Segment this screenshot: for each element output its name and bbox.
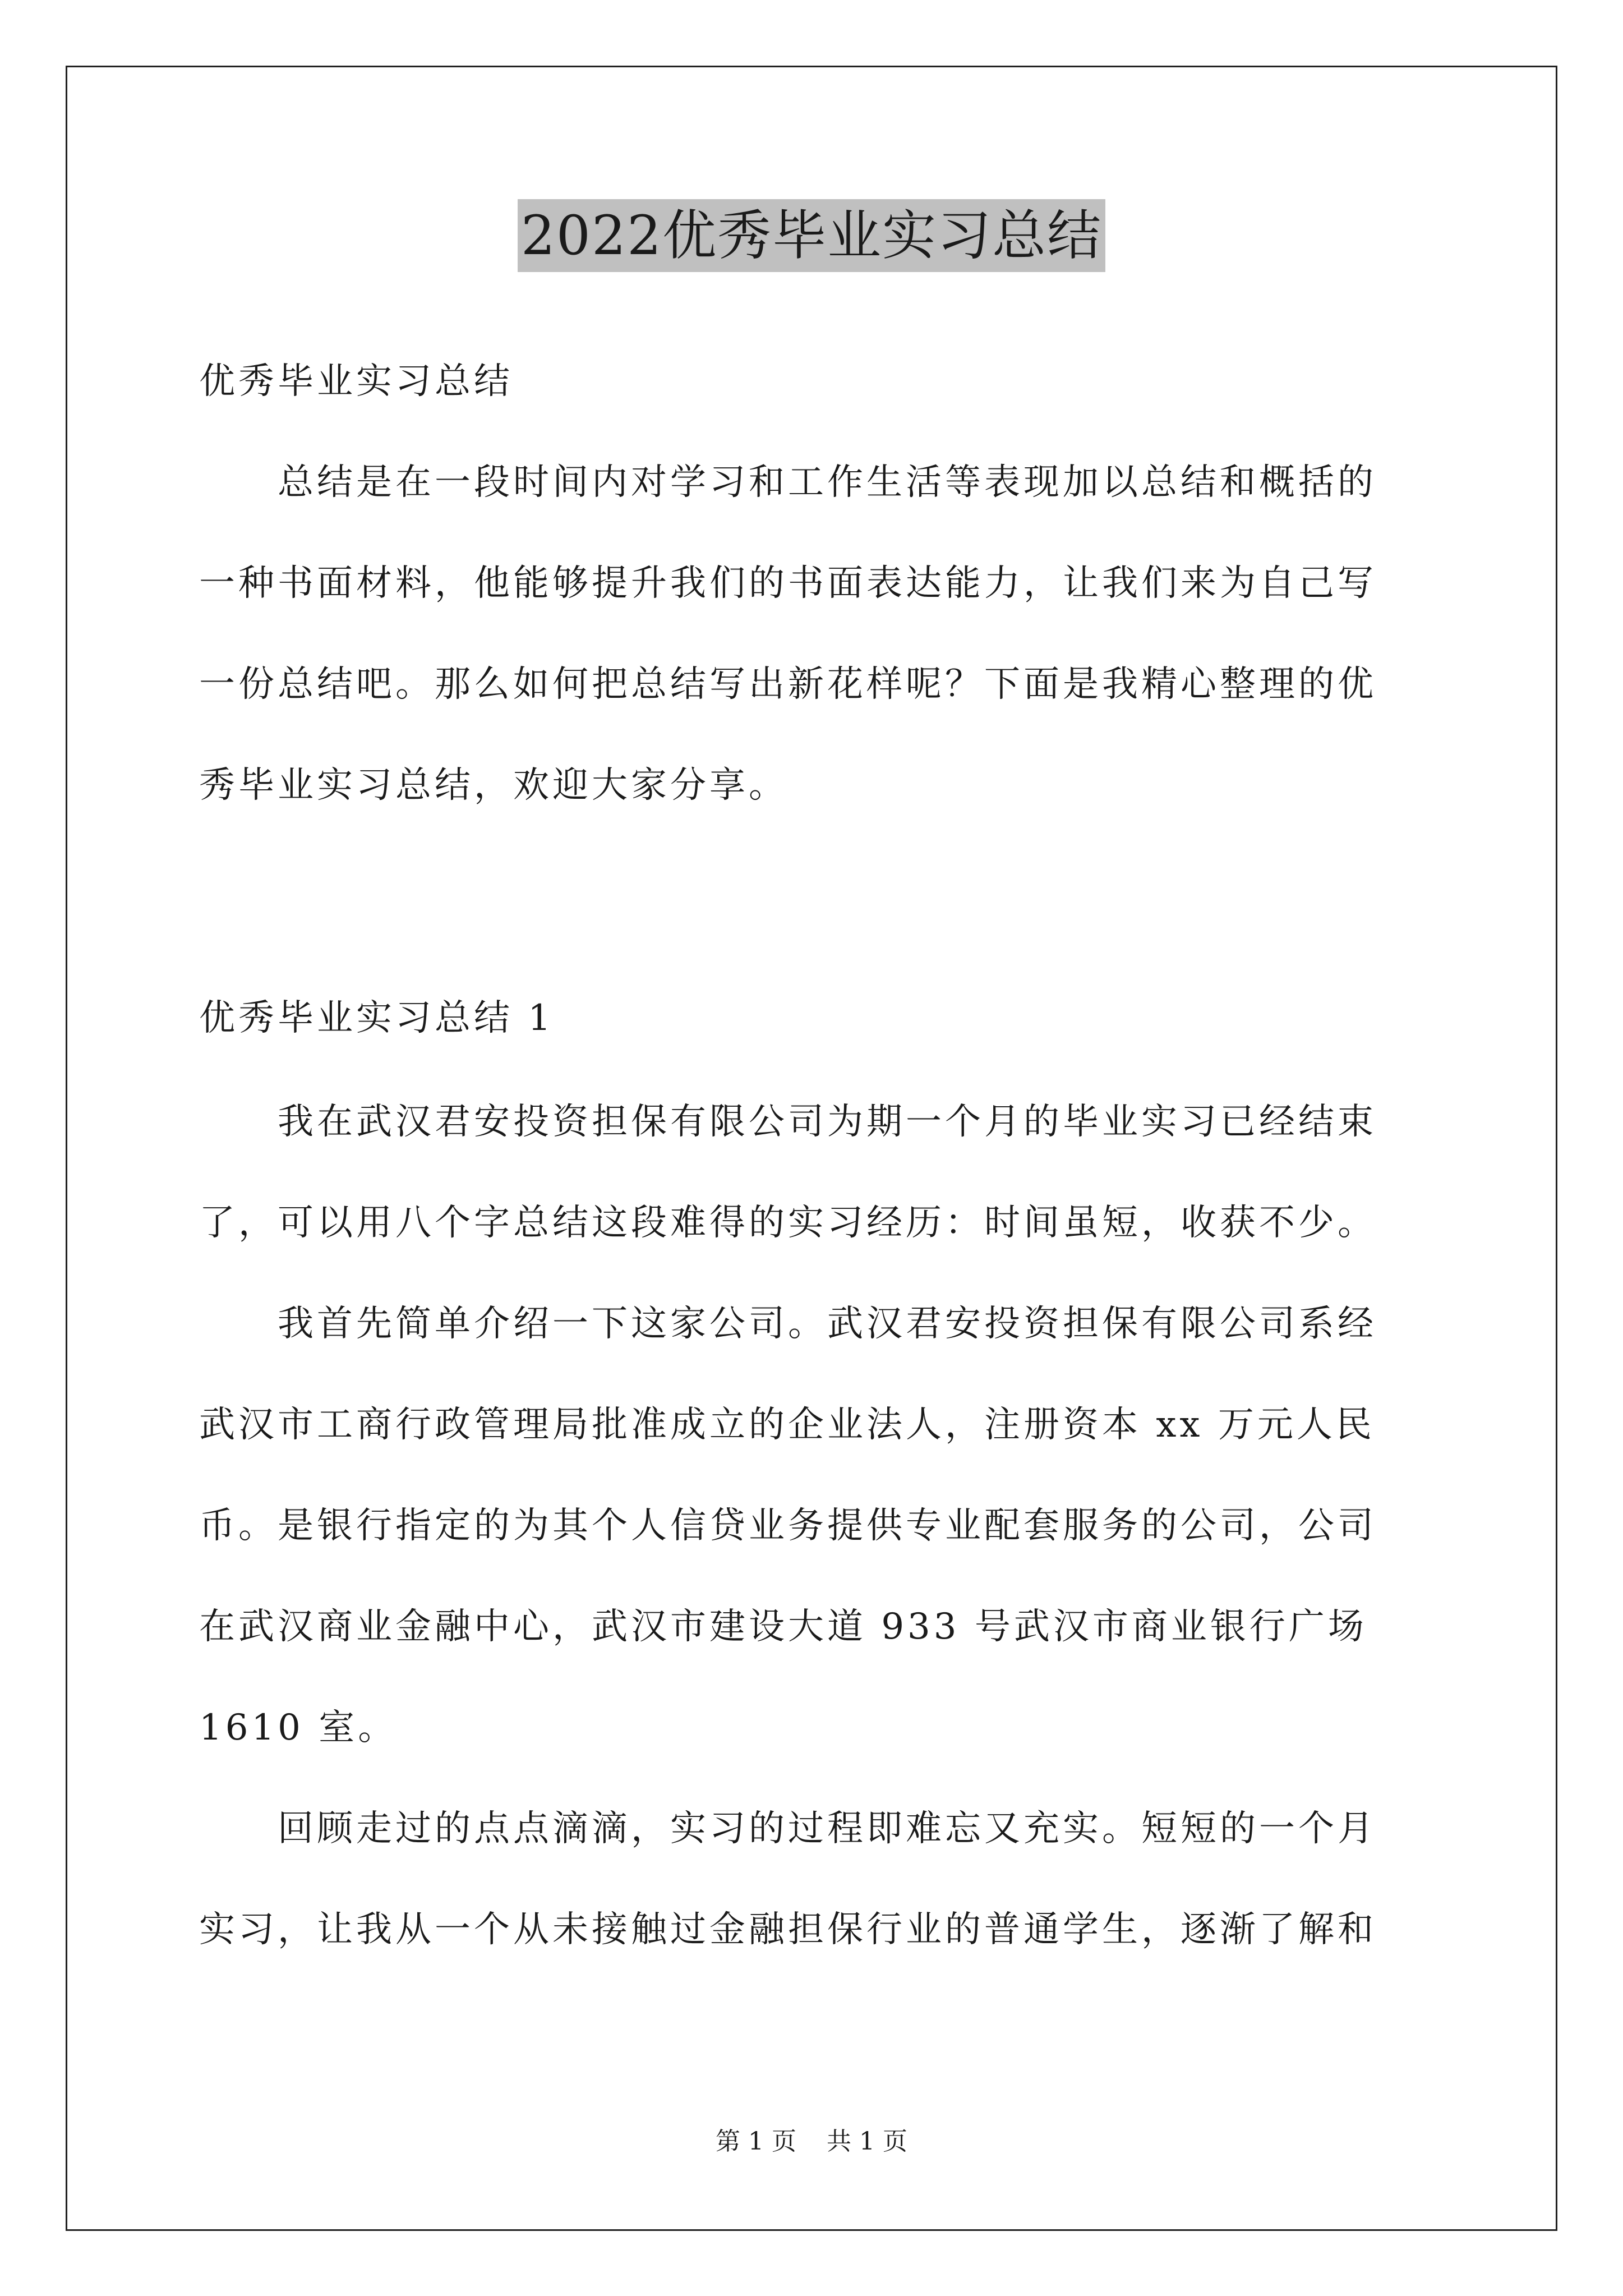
paragraph-line: 回顾走过的点点滴滴，实习的过程即难忘又充实。短短的一个月 [199,1808,1377,1849]
paragraph-line: 我首先简单介绍一下这家公司。武汉君安投资担保有限公司系经 [199,1303,1377,1345]
subtitle-line: 优秀毕业实习总结 [199,361,513,402]
page-number: 第 1 页 [716,2127,796,2156]
paragraph-line: 一种书面材料，他能够提升我们的书面表达能力，让我们来为自己写 [199,563,1377,604]
paragraph-line: 在武汉商业金融中心，武汉市建设大道 933 号武汉市商业银行广场 [199,1606,1367,1648]
page-footer [0,2126,1623,2157]
paragraph-line: 武汉市工商行政管理局批准成立的企业法人，注册资本 xx 万元人民 [199,1404,1375,1446]
section-heading: 优秀毕业实习总结 1 [199,997,555,1039]
title-container [0,199,1623,272]
paragraph-line: 我在武汉君安投资担保有限公司为期一个月的毕业实习已经结束 [199,1101,1377,1143]
paragraph-line: 总结是在一段时间内对学习和工作生活等表现加以总结和概括的 [199,462,1377,503]
document-title: 2022优秀毕业实习总结 [518,199,1105,272]
page-total: 共 1 页 [827,2127,907,2156]
paragraph-line: 了，可以用八个字总结这段难得的实习经历：时间虽短，收获不少。 [199,1202,1377,1244]
paragraph-line: 一份总结吧。那么如何把总结写出新花样呢？下面是我精心整理的优 [199,664,1377,705]
paragraph-line: 1610 室。 [199,1707,398,1749]
paragraph-line: 秀毕业实习总结，欢迎大家分享。 [199,765,788,806]
paragraph-line: 实习，让我从一个从未接触过金融担保行业的普通学生，逐渐了解和 [199,1909,1377,1950]
paragraph-line: 币。是银行指定的为其个人信贷业务提供专业配套服务的公司，公司 [199,1505,1377,1547]
